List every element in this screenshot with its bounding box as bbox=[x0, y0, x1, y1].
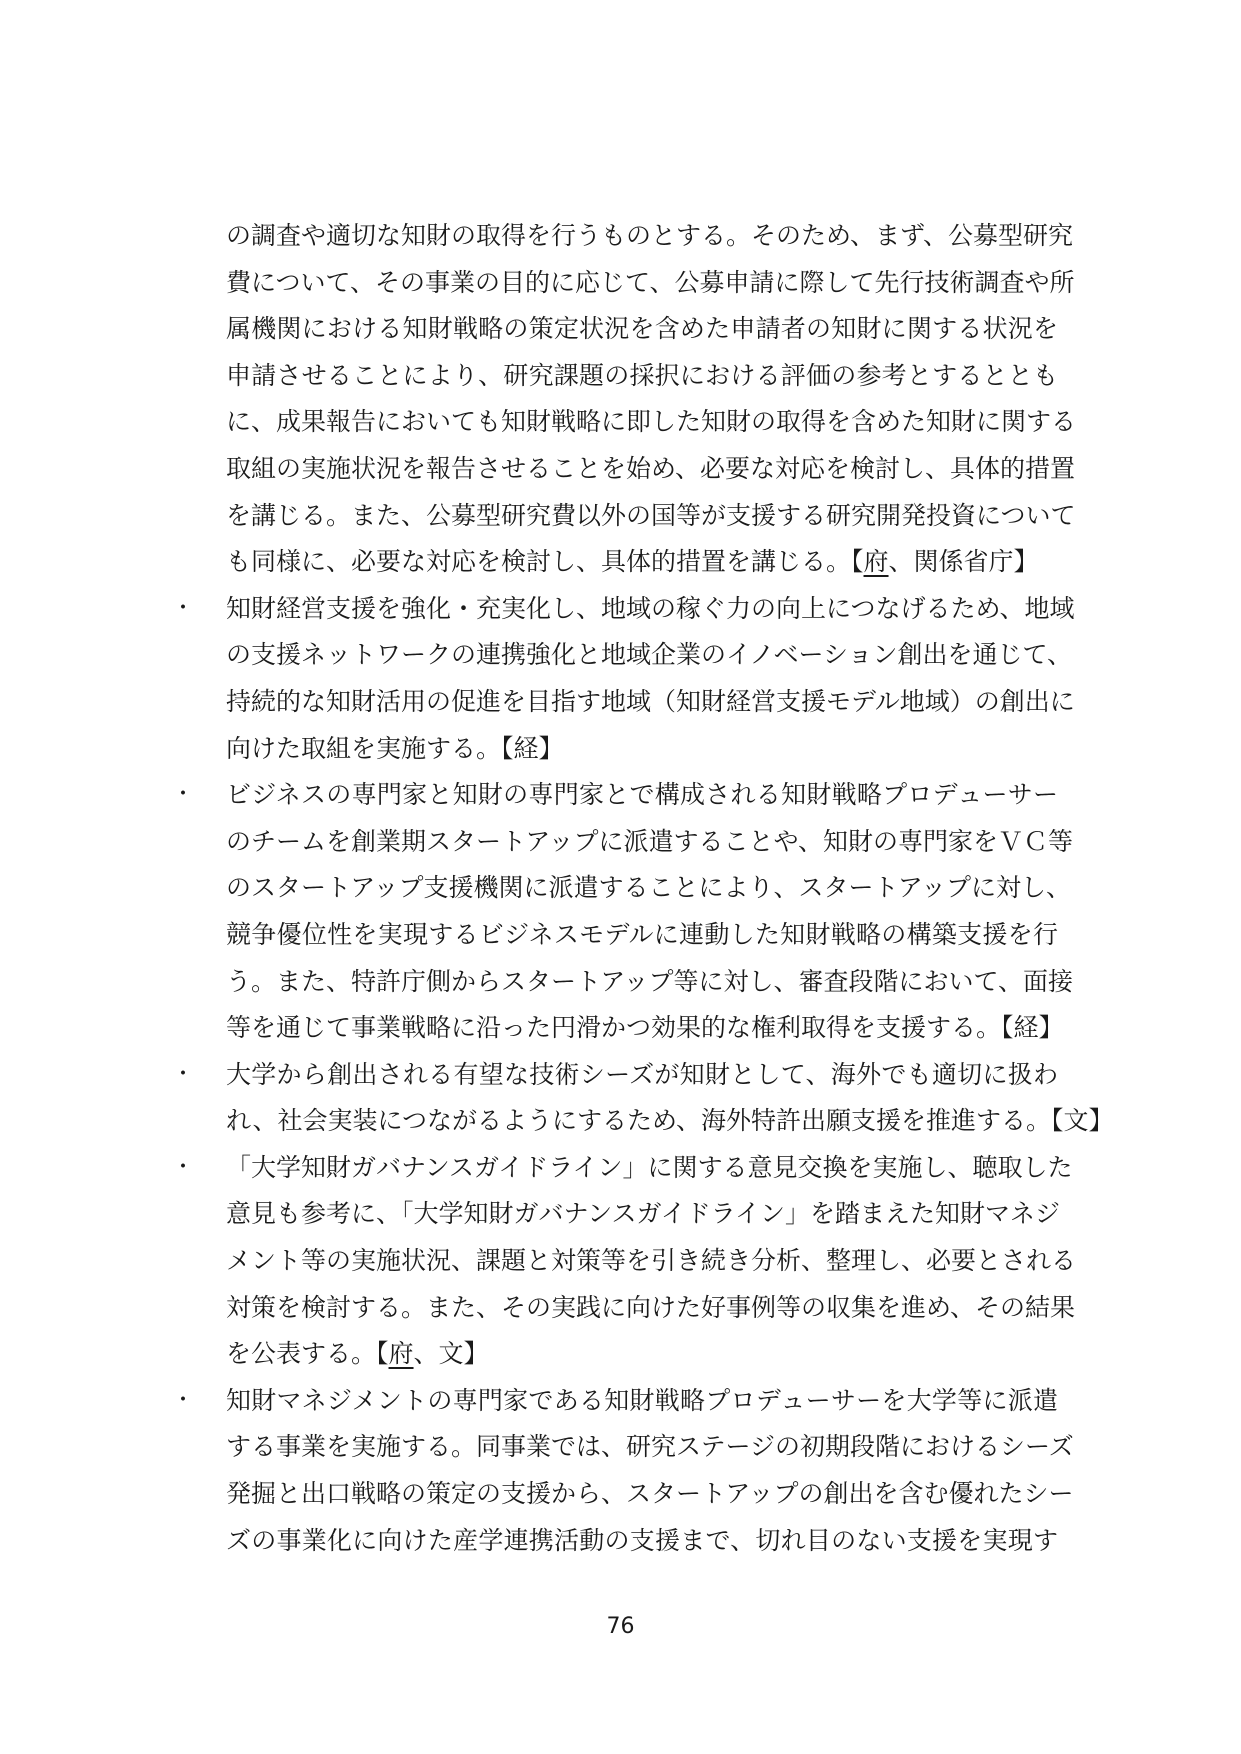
bullet-item-startup-ip-producer bbox=[0, 772, 1241, 1052]
bullet-marker: ・ bbox=[172, 1061, 195, 1087]
text-line bbox=[0, 1285, 1241, 1332]
line-text: 知財マネジメントの専門家である知財戦略プロデューサーを大学等に派遣 bbox=[226, 1385, 1058, 1415]
line-text: に、成果報告においても知財戦略に即した知財の取得を含めた知財に関する bbox=[226, 407, 1077, 437]
text-line bbox=[0, 1471, 1241, 1518]
text-line bbox=[0, 1331, 1241, 1378]
ministry-tag-underlined: 府 bbox=[388, 1339, 414, 1369]
line-segment: 、関係省庁】 bbox=[888, 547, 1039, 577]
paragraph-continuation bbox=[0, 213, 1241, 586]
bullet-marker: ・ bbox=[172, 1154, 195, 1180]
line-text: 対策を検討する。また、その実践に向けた好事例等の収集を進め、その結果 bbox=[226, 1292, 1076, 1322]
text-line bbox=[0, 1052, 1241, 1099]
line-text: れ、社会実装につながるようにするため、海外特許出願支援を推進する。【文】 bbox=[226, 1106, 1114, 1136]
text-line bbox=[0, 679, 1241, 726]
line-text: メント等の実施状況、課題と対策等を引き続き分析、整理し、必要とされる bbox=[226, 1246, 1077, 1276]
line-text: を講じる。また、公募型研究費以外の国等が支援する研究開発投資について bbox=[226, 500, 1076, 530]
text-line bbox=[0, 1145, 1241, 1192]
text-line bbox=[0, 865, 1241, 912]
text-line bbox=[0, 586, 1241, 633]
text-line bbox=[0, 1238, 1241, 1285]
text-line bbox=[0, 213, 1241, 260]
line-text: 大学から創出される有望な技術シーズが知財として、海外でも適切に扱わ bbox=[226, 1059, 1058, 1089]
line-text bbox=[226, 539, 1058, 586]
text-line bbox=[0, 1378, 1241, 1425]
page-number: 76 bbox=[606, 1614, 635, 1639]
text-line bbox=[0, 353, 1241, 400]
line-text: 知財経営支援を強化・充実化し、地域の稼ぐ力の向上につなげるため、地域 bbox=[226, 593, 1075, 623]
line-text: 属機関における知財戦略の策定状況を含めた申請者の知財に関する状況を bbox=[226, 314, 1058, 344]
text-line bbox=[0, 819, 1241, 866]
text-line bbox=[0, 260, 1241, 307]
line-text: の支援ネットワークの連携強化と地域企業のイノベーション創出を通じて、 bbox=[226, 640, 1073, 670]
text-line bbox=[0, 1005, 1241, 1052]
line-text: 意見も参考に、「大学知財ガバナンスガイドライン」を踏まえた知財マネジ bbox=[226, 1199, 1061, 1229]
bullet-item-overseas-patent bbox=[0, 1052, 1241, 1145]
text-line bbox=[0, 912, 1241, 959]
line-text: する事業を実施する。同事業では、研究ステージの初期段階におけるシーズ bbox=[226, 1432, 1074, 1462]
line-text: 「大学知財ガバナンスガイドライン」に関する意見交換を実施し、聴取した bbox=[226, 1152, 1073, 1182]
line-text: 取組の実施状況を報告させることを始め、必要な対応を検討し、具体的措置 bbox=[226, 453, 1076, 483]
bullet-item-regional-ip-support bbox=[0, 586, 1241, 772]
ministry-tag-underlined: 府 bbox=[863, 547, 889, 577]
text-line bbox=[0, 446, 1241, 493]
line-segment: 、文】 bbox=[413, 1339, 489, 1369]
text-line bbox=[0, 632, 1241, 679]
bullet-marker: ・ bbox=[172, 782, 195, 808]
text-line bbox=[0, 1424, 1241, 1471]
text-line bbox=[0, 959, 1241, 1006]
text-line bbox=[0, 726, 1241, 773]
document-body bbox=[0, 213, 1241, 1564]
line-segment: も同様に、必要な対応を検討し、具体的措置を講じる。【 bbox=[226, 547, 864, 577]
line-text: 発掘と出口戦略の策定の支援から、スタートアップの創出を含む優れたシー bbox=[226, 1479, 1074, 1509]
text-line bbox=[0, 399, 1241, 446]
line-text: の調査や適切な知財の取得を行うものとする。そのため、まず、公募型研究 bbox=[226, 221, 1074, 250]
line-text: ビジネスの専門家と知財の専門家とで構成される知財戦略プロデューサー bbox=[226, 780, 1058, 810]
bullet-marker: ・ bbox=[172, 595, 195, 621]
line-text: 競争優位性を実現するビジネスモデルに連動した知財戦略の構築支援を行 bbox=[226, 919, 1058, 949]
text-line bbox=[0, 493, 1241, 540]
text-line bbox=[0, 1098, 1241, 1145]
line-text bbox=[226, 1331, 1058, 1378]
line-segment: を公表する。【 bbox=[226, 1339, 389, 1369]
text-line bbox=[0, 306, 1241, 353]
text-line bbox=[0, 1191, 1241, 1238]
line-text: う。また、特許庁側からスタートアップ等に対し、審査段階において、面接 bbox=[226, 966, 1074, 996]
text-line bbox=[0, 772, 1241, 819]
line-text: のスタートアップ支援機関に派遣することにより、スタートアップに対し、 bbox=[226, 873, 1072, 903]
text-line bbox=[0, 539, 1241, 586]
bullet-marker: ・ bbox=[172, 1387, 195, 1413]
line-text: のチームを創業期スタートアップに派遣することや、知財の専門家をＶＣ等 bbox=[226, 826, 1074, 856]
line-text: 向けた取組を実施する。【経】 bbox=[226, 733, 564, 763]
bullet-item-university-ip-producer bbox=[0, 1378, 1241, 1564]
line-text: 申請させることにより、研究課題の採択における評価の参考とするととも bbox=[226, 360, 1058, 390]
line-text: 等を通じて事業戦略に沿った円滑かつ効果的な権利取得を支援する。【経】 bbox=[226, 1013, 1064, 1043]
bullet-item-university-ip-governance bbox=[0, 1145, 1241, 1378]
line-text: 持続的な知財活用の促進を目指す地域（知財経営支援モデル地域）の創出に bbox=[226, 686, 1075, 716]
line-text: ズの事業化に向けた産学連携活動の支援まで、切れ目のない支援を実現す bbox=[226, 1525, 1058, 1555]
line-text: 費について、その事業の目的に応じて、公募申請に際して先行技術調査や所 bbox=[226, 267, 1075, 297]
text-line bbox=[0, 1518, 1241, 1565]
